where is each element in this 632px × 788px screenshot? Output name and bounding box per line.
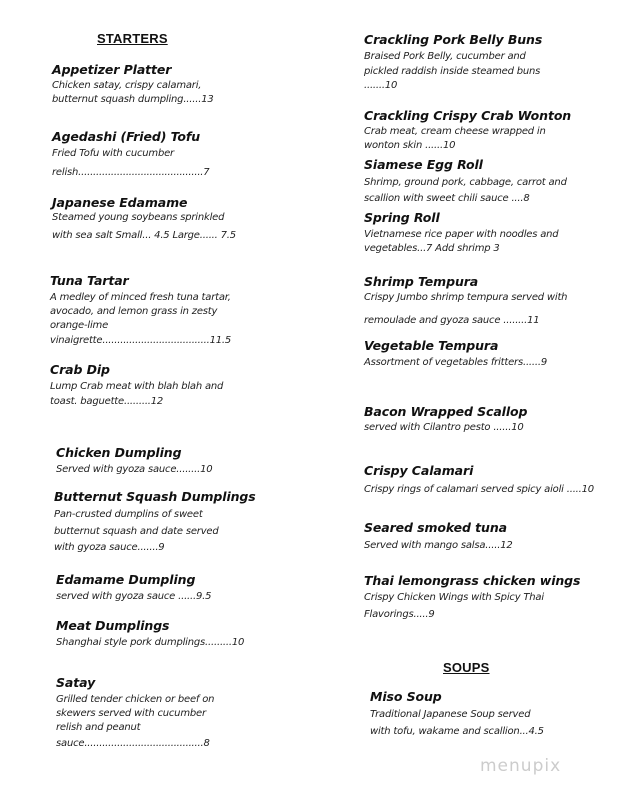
- menu-item-description: Fried Tofu with cucumber: [52, 148, 174, 159]
- menu-item-name: Meat Dumplings: [56, 618, 170, 633]
- menu-item-description: Shrimp, ground pork, cabbage, carrot and: [364, 177, 567, 188]
- menu-item-name: Agedashi (Fried) Tofu: [52, 129, 201, 144]
- menu-item-description: Crispy Jumbo shrimp tempura served with: [364, 292, 568, 303]
- menu-item-description: Served with mango salsa.....12: [364, 540, 513, 551]
- menu-item-description: pickled raddish inside steamed buns: [364, 66, 541, 77]
- menu-item-description: relish..........................................7: [52, 167, 210, 178]
- menu-item-description: Crispy Chicken Wings with Spicy Thai: [364, 592, 544, 603]
- menu-item-description: sauce........................................8: [56, 738, 210, 749]
- menu-item-name: Appetizer Platter: [52, 62, 172, 77]
- menu-item-description: served with Cilantro pesto ......10: [364, 422, 524, 433]
- menu-item-description: Crispy rings of calamari served spicy aioli .....10: [364, 484, 594, 495]
- menu-item-description: Traditional Japanese Soup served: [370, 709, 531, 720]
- menu-item-description: toast. baguette.........12: [50, 396, 164, 407]
- menu-item-description: Assortment of vegetables fritters......9: [364, 357, 548, 368]
- menu-item-description: .......10: [364, 80, 398, 91]
- menu-item-name: Siamese Egg Roll: [364, 157, 483, 172]
- menu-item-description: Pan-crusted dumplins of sweet: [54, 509, 203, 520]
- menu-item-description: Braised Pork Belly, cucumber and: [364, 51, 526, 62]
- menu-item-description: Served with gyoza sauce........10: [56, 464, 213, 475]
- menu-item-description: with sea salt Small... 4.5 Large...... 7.5: [52, 230, 236, 241]
- menu-item-name: Crispy Calamari: [364, 463, 474, 478]
- menu-item-name: Bacon Wrapped Scallop: [364, 404, 528, 419]
- menu-item-description: butternut squash dumpling......13: [52, 94, 214, 105]
- menu-item-description: wonton skin ......10: [364, 140, 456, 151]
- menu-item-name: Japanese Edamame: [52, 195, 188, 210]
- menu-item-description: relish and peanut: [56, 722, 141, 733]
- menu-item-description: with gyoza sauce.......9: [54, 542, 165, 553]
- menu-item-description: vinaigrette....................................11.5: [50, 335, 232, 346]
- menu-item-name: Edamame Dumpling: [56, 572, 196, 587]
- soups-heading: SOUPS: [443, 660, 490, 675]
- menu-item-name: Crackling Pork Belly Buns: [364, 32, 543, 47]
- menu-item-name: Shrimp Tempura: [364, 274, 479, 289]
- menu-item-description: A medley of minced fresh tuna tartar,: [50, 292, 231, 303]
- menu-item-description: avocado, and lemon grass in zesty: [50, 306, 218, 317]
- menu-item-name: Crackling Crispy Crab Wonton: [364, 108, 572, 123]
- menu-item-description: Steamed young soybeans sprinkled: [52, 212, 225, 223]
- starters-heading: STARTERS: [97, 31, 168, 46]
- menu-item-description: Vietnamese rice paper with noodles and: [364, 229, 559, 240]
- menu-item-description: Flavorings.....9: [364, 609, 435, 620]
- watermark: menupix: [480, 756, 562, 776]
- menu-item-description: vegetables...7 Add shrimp 3: [364, 243, 500, 254]
- menu-item-name: Tuna Tartar: [50, 273, 129, 288]
- menu-item-description: Chicken satay, crispy calamari,: [52, 80, 202, 91]
- menu-item-name: Vegetable Tempura: [364, 338, 499, 353]
- menu-item-name: Satay: [56, 675, 96, 690]
- menu-item-description: with tofu, wakame and scallion...4.5: [370, 726, 544, 737]
- menu-item-name: Seared smoked tuna: [364, 520, 507, 535]
- menu-item-name: Thai lemongrass chicken wings: [364, 573, 581, 588]
- menu-item-description: skewers served with cucumber: [56, 708, 206, 719]
- menu-item-description: butternut squash and date served: [54, 526, 219, 537]
- menu-item-description: served with gyoza sauce ......9.5: [56, 591, 212, 602]
- menu-item-name: Butternut Squash Dumplings: [54, 489, 256, 504]
- menu-item-description: Crab meat, cream cheese wrapped in: [364, 126, 546, 137]
- menu-item-description: orange-lime: [50, 320, 109, 331]
- menu-item-name: Crab Dip: [50, 362, 110, 377]
- menu-item-description: scallion with sweet chili sauce ....8: [364, 193, 530, 204]
- menu-item-name: Spring Roll: [364, 210, 440, 225]
- menu-item-description: Shanghai style pork dumplings.........10: [56, 637, 245, 648]
- menu-item-name: Chicken Dumpling: [56, 445, 182, 460]
- menu-item-description: Lump Crab meat with blah blah and: [50, 381, 224, 392]
- menu-item-name: Miso Soup: [370, 689, 442, 704]
- menu-item-description: Grilled tender chicken or beef on: [56, 694, 215, 705]
- menu-item-description: remoulade and gyoza sauce ........11: [364, 315, 540, 326]
